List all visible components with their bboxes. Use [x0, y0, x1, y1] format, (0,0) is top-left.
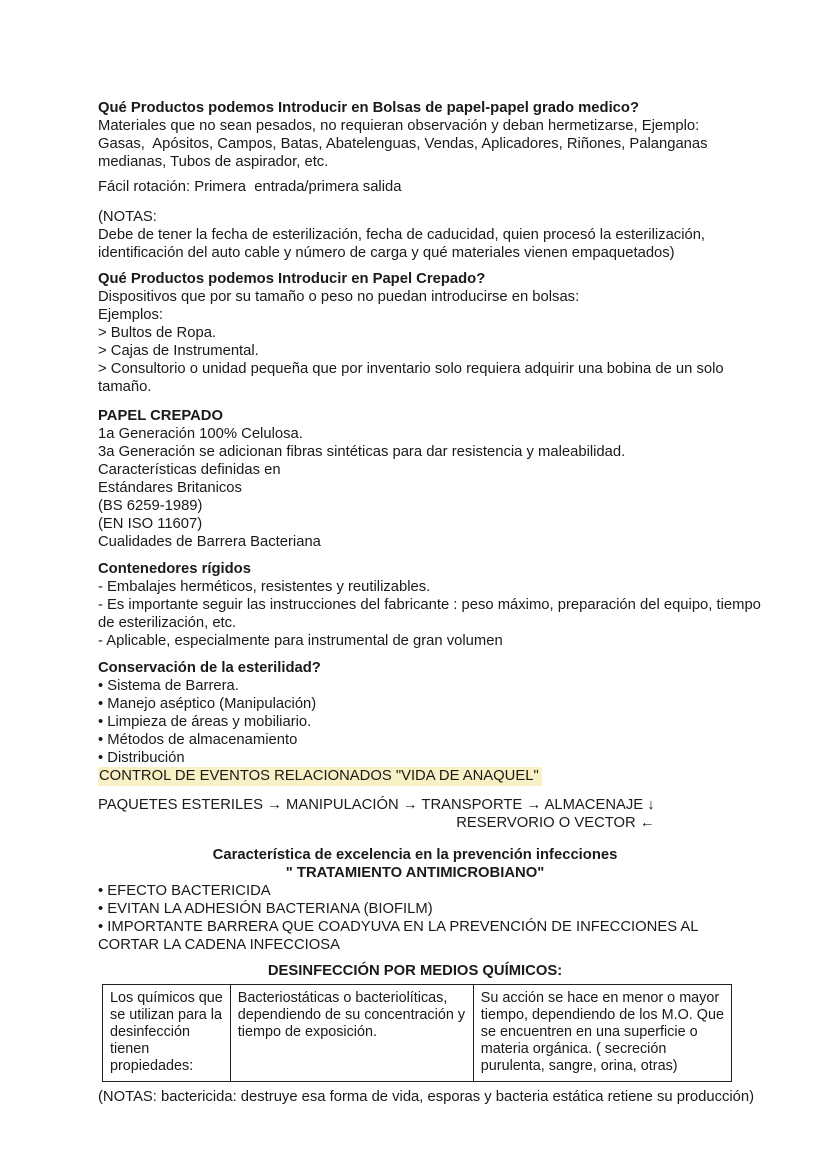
text-line: (NOTAS: — [98, 209, 157, 225]
cell-line: se encuentren en una superficie o — [480, 1024, 698, 1040]
cell-line: Bacteriostáticas o bacteriolíticas, — [237, 990, 448, 1006]
cell-line: se utilizan para la — [110, 1007, 222, 1023]
section-heading-bolsas: Qué Productos podemos Introducir en Bolsas de papel-papel grado medico? — [98, 100, 639, 116]
list-item: > Bultos de Ropa. — [98, 325, 217, 341]
text-line: (EN ISO 11607) — [98, 516, 203, 532]
list-item: > Cajas de Instrumental. — [98, 343, 259, 359]
section-heading-conservacion: Conservación de la esterilidad? — [98, 660, 321, 676]
section-papel-crepado-pregunta — [98, 270, 732, 396]
list-item: • Manejo aséptico (Manipulación) — [98, 696, 317, 712]
cell-line: Los químicos que — [110, 990, 223, 1006]
centered-heading: Característica de excelencia en la prevención infecciones — [212, 847, 618, 863]
table-row — [103, 985, 732, 1082]
list-item: - Embalajes herméticos, resistentes y reutilizables. — [98, 579, 431, 595]
text-line: Ejemplos: — [98, 307, 163, 323]
cell-line: propiedades: — [110, 1058, 194, 1074]
text-line: Debe de tener la fecha de esterilización, fecha de caducidad, quien procesó la esterilización, — [98, 227, 706, 243]
text-line: Cualidades de Barrera Bacteriana — [98, 534, 321, 550]
section-caracteristica-heading — [98, 846, 732, 882]
cell-line: Su acción se hace en menor o mayor — [480, 990, 720, 1006]
section-heading-crepado: Qué Productos podemos Introducir en Papel Crepado? — [98, 271, 486, 287]
text-line: Estándares Britanicos — [98, 480, 242, 496]
section-heading-contenedores: Contenedores rígidos — [98, 561, 251, 577]
list-item: - Aplicable, especialmente para instrumental de gran volumen — [98, 633, 503, 649]
text-line: de esterilización, etc. — [98, 615, 237, 631]
text-line: (BS 6259-1989) — [98, 498, 203, 514]
list-item: • Limpieza de áreas y mobiliario. — [98, 714, 312, 730]
cell-line: tienen — [110, 1041, 150, 1057]
text-line: 3a Generación se adicionan fibras sintéticas para dar resistencia y maleabilidad. — [98, 444, 626, 460]
table-cell-bacteriostaticas — [230, 985, 473, 1082]
section-flujo-paquetes — [98, 796, 732, 832]
notes-line: (NOTAS: bactericida: destruye esa forma de vida, esporas y bacteria estática retiene su producción) — [98, 1089, 755, 1105]
section-caracteristica-bullets — [98, 882, 732, 954]
section-rotacion — [98, 178, 732, 196]
table-cell-accion — [473, 985, 731, 1082]
section-papel-crepado — [98, 407, 732, 551]
section-contenedores — [98, 560, 761, 650]
cell-line: dependiendo de su concentración y — [237, 1007, 466, 1023]
flow-line: PAQUETES ESTERILES → MANIPULACIÓN → TRANSPORTE → ALMACENAJE ↓ — [98, 797, 655, 813]
cell-line: purulenta, sangre, orina, otras) — [480, 1058, 678, 1074]
list-item: > Consultorio o unidad pequeña que por inventario solo requiera adquirir una bobina de un solo — [98, 361, 724, 377]
list-item: • Métodos de almacenamiento — [98, 732, 298, 748]
text-line: Fácil rotación: Primera entrada/primera salida — [98, 179, 402, 195]
cell-line: desinfección — [110, 1024, 190, 1040]
list-item: • Sistema de Barrera. — [98, 678, 239, 694]
section-heading-papel-crepado: PAPEL CREPADO — [98, 408, 223, 424]
cell-line: tiempo de exposición. — [237, 1024, 377, 1040]
list-item: • EFECTO BACTERICIDA — [98, 883, 271, 899]
flow-line-return: RESERVORIO O VECTOR ← — [456, 815, 655, 831]
cell-line: materia orgánica. ( secreción — [480, 1041, 667, 1057]
text-line: medianas, Tubos de aspirador, etc. — [98, 154, 329, 170]
text-line: Dispositivos que por su tamaño o peso no puedan introducirse en bolsas: — [98, 289, 580, 305]
list-item: • IMPORTANTE BARRERA QUE COADYUVA EN LA PREVENCIÓN DE INFECCIONES AL — [98, 919, 699, 935]
list-item: • Distribución — [98, 750, 185, 766]
table-title: DESINFECCIÓN POR MEDIOS QUÍMICOS: — [267, 963, 563, 979]
text-line: CORTAR LA CADENA INFECCIOSA — [98, 937, 341, 953]
section-notas-1 — [98, 208, 732, 262]
text-line: Materiales que no sean pesados, no requieran observación y deban hermetizarse, Ejemplo: — [98, 118, 700, 134]
highlighted-line: CONTROL DE EVENTOS RELACIONADOS "VIDA DE ANAQUEL" — [98, 767, 542, 786]
list-item: • EVITAN LA ADHESIÓN BACTERIANA (BIOFILM) — [98, 901, 433, 917]
section-bolsas — [98, 99, 732, 171]
text-line: Gasas, Apósitos, Campos, Batas, Abatelenguas, Vendas, Aplicadores, Riñones, Palanganas — [98, 136, 708, 152]
table-cell-propiedades — [103, 985, 231, 1082]
centered-subheading: " TRATAMIENTO ANTIMICROBIANO" — [285, 865, 545, 881]
section-conservacion — [98, 659, 732, 786]
desinfeccion-table — [102, 984, 732, 1082]
text-line: tamaño. — [98, 379, 152, 395]
text-line: 1a Generación 100% Celulosa. — [98, 426, 303, 442]
list-item: - Es importante seguir las instrucciones del fabricante : peso máximo, preparación del equipo, tiempo — [98, 597, 761, 613]
text-line: identificación del auto cable y número de carga y qué materiales vienen empaquetados) — [98, 245, 675, 261]
cell-line: tiempo, dependiendo de los M.O. Que — [480, 1007, 724, 1023]
text-line: Características definidas en — [98, 462, 281, 478]
